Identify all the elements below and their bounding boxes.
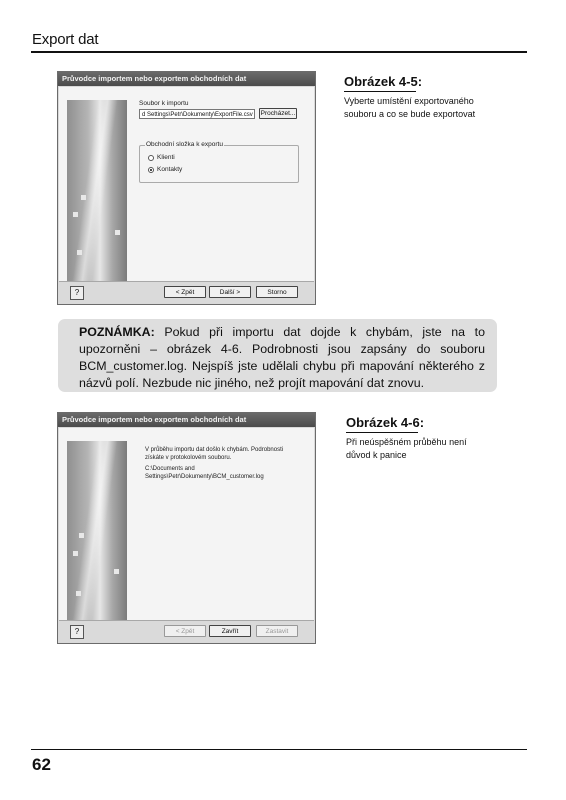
log-path-line-2: Settings\Petr\Dokumenty\BCM_customer.log: [145, 474, 264, 480]
cancel-button[interactable]: Storno: [256, 286, 298, 298]
page-number: 62: [32, 755, 51, 774]
header-rule: [31, 51, 527, 53]
note-box: [58, 319, 497, 392]
dialog-footer: [59, 620, 314, 642]
log-path-line-1: C:\Documents and: [145, 466, 195, 472]
file-label: Soubor k importu: [139, 100, 189, 107]
stop-button: Zastavit: [256, 625, 298, 637]
note-text: Pokud při importu dat dojde k chybám, jste na to upozorněni – obrázek 4-6. Podrobnosti jsou zapsány do souboru BCM_customer.log. Nejspíš jste udělali chybu při mapování některého z názvů polí. Nezbude nic jiného, než projít mapování dat znovu.: [79, 325, 485, 390]
caption-2-text: Při neúspěšném průběhu není důvod k panice: [346, 437, 467, 460]
dialog-body: [59, 87, 314, 282]
error-message: V průběhu importu dat došlo k chybám. Podrobnosti získáte v protokolovém souboru.: [145, 447, 284, 461]
caption-2-rule: [346, 432, 418, 433]
caption-1-text: Vyberte umístění exportovaného souboru a co se bude exportovat: [344, 96, 476, 119]
dialog-body: [59, 428, 314, 621]
import-error-dialog: [57, 412, 316, 644]
export-folder-group: [139, 145, 299, 183]
radio-clients[interactable]: [148, 155, 154, 161]
dialog-title: Průvodce importem nebo exportem obchodních dat: [58, 72, 315, 86]
running-head: Export dat: [32, 31, 99, 48]
radio-clients-label: Klienti: [157, 154, 175, 161]
back-button[interactable]: < Zpět: [164, 286, 206, 298]
caption-1-title: Obrázek 4-5:: [344, 74, 423, 89]
dialog-title: Průvodce importem nebo exportem obchodních dat: [58, 413, 315, 427]
wizard-side-graphic: [67, 100, 127, 282]
caption-2-title: Obrázek 4-6:: [346, 415, 425, 430]
import-export-wizard-dialog: [57, 71, 316, 305]
export-folder-label: Obchodní složka k exportu: [146, 141, 223, 148]
caption-1-rule: [344, 91, 416, 92]
file-path-input[interactable]: d Settings\Petr\Dokumenty\ExportFile.csv: [139, 109, 255, 119]
note-label: POZNÁMKA:: [79, 325, 155, 339]
next-button[interactable]: Další >: [209, 286, 251, 298]
wizard-side-graphic: [67, 441, 127, 621]
help-icon[interactable]: ?: [70, 286, 84, 300]
radio-contacts[interactable]: [148, 167, 154, 173]
browse-button[interactable]: Procházet...: [260, 110, 296, 117]
dialog-footer: [59, 281, 314, 303]
close-button[interactable]: Zavřít: [209, 625, 251, 637]
back-button: < Zpět: [164, 625, 206, 637]
radio-contacts-label: Kontakty: [157, 166, 183, 173]
footer-rule: [31, 749, 527, 750]
help-icon[interactable]: ?: [70, 625, 84, 639]
